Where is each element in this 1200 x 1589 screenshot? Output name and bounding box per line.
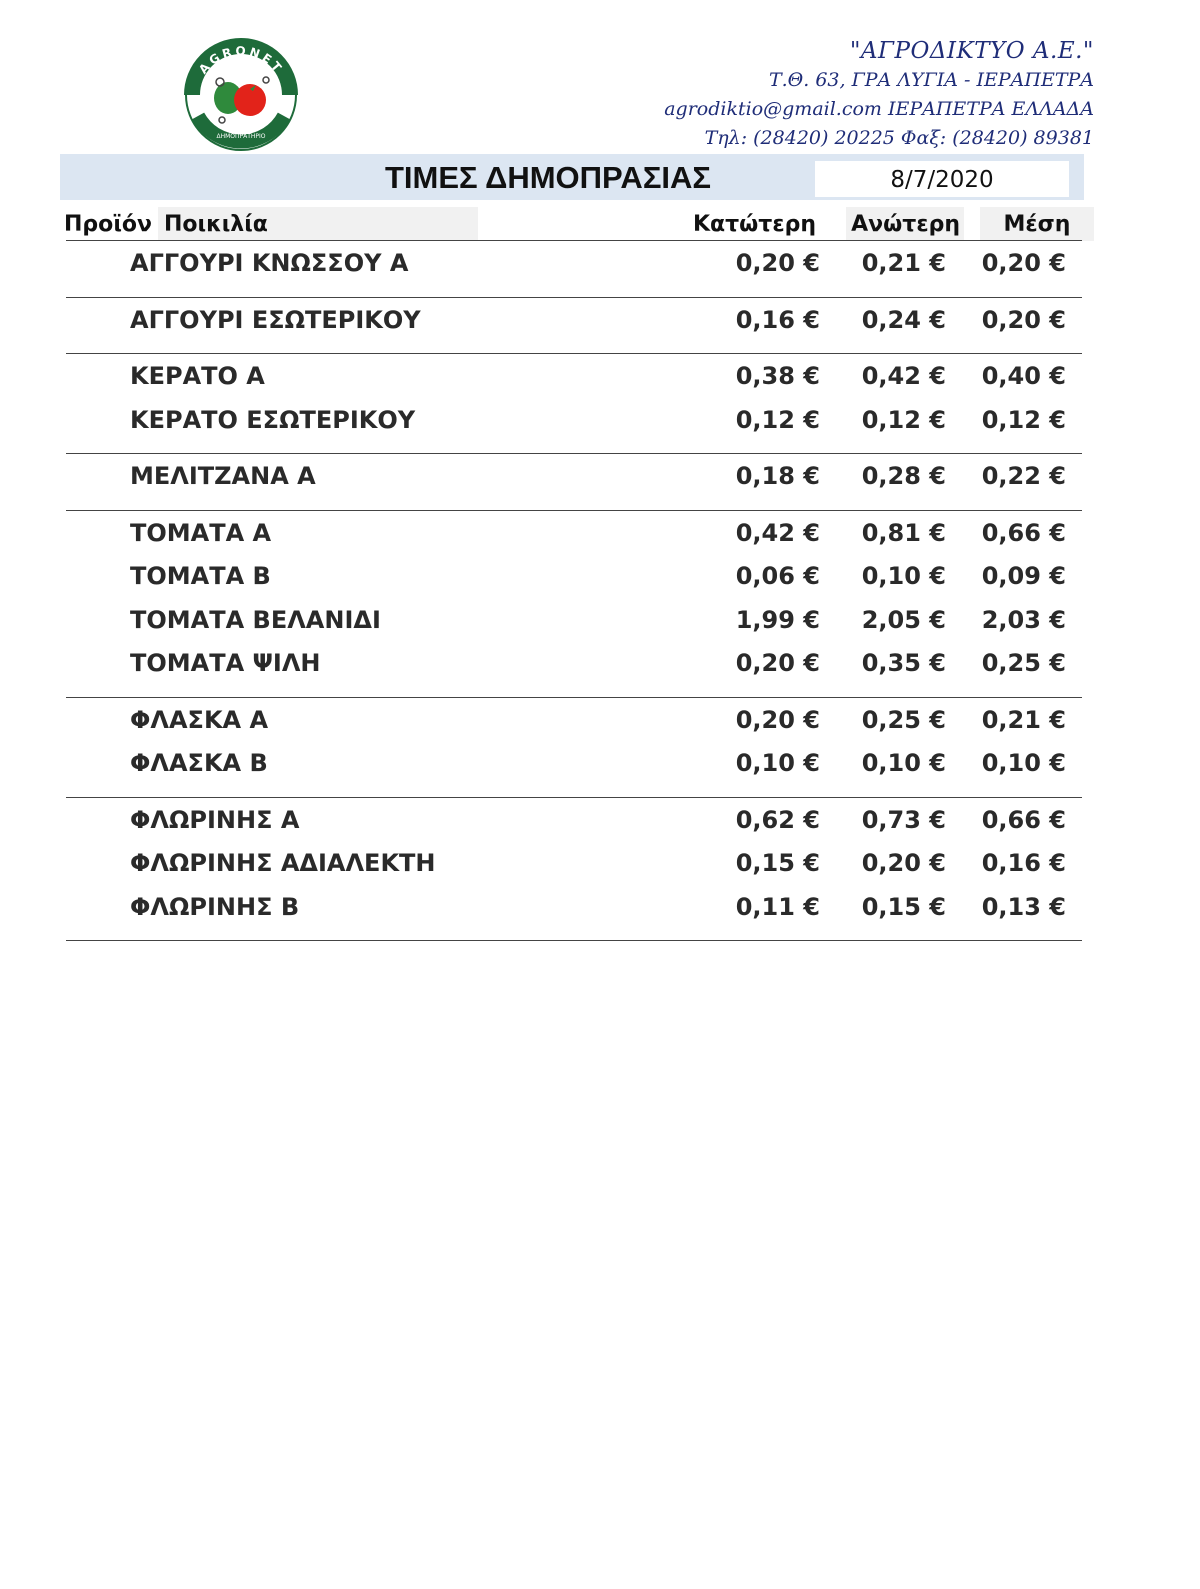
avg-price: 0,09 €	[981, 562, 1066, 590]
table-row	[66, 515, 1082, 559]
agronet-logo	[184, 38, 298, 152]
max-price: 0,21 €	[861, 249, 946, 277]
table-row	[66, 702, 1082, 746]
avg-price: 0,13 €	[981, 892, 1066, 921]
variety-name: ΦΛΑΣΚΑ Α	[130, 705, 269, 734]
min-price: 0,18 €	[735, 462, 820, 490]
table-row	[66, 402, 1082, 446]
min-price: 0,20 €	[735, 705, 820, 734]
max-price: 0,81 €	[861, 518, 946, 547]
min-price: 0,20 €	[735, 249, 820, 277]
min-price: 0,42 €	[735, 518, 820, 547]
min-price: 0,16 €	[735, 305, 820, 334]
table-row	[66, 458, 1082, 502]
avg-price: 0,16 €	[981, 849, 1066, 877]
table-row	[66, 889, 1082, 933]
company-address: Τ.Θ. 63, ΓΡΑ ΛΥΓΙΑ - ΙΕΡΑΠΕΤΡΑ	[768, 69, 1094, 91]
min-price: 0,62 €	[735, 805, 820, 834]
max-price: 0,10 €	[861, 562, 946, 590]
company-name: "ΑΓΡΟΔΙΚΤΥΟ Α.Ε."	[849, 38, 1094, 64]
page-title: ΤΙΜΕΣ ΔΗΜΟΠΡΑΣΙΑΣ	[384, 160, 712, 195]
company-email: agrodiktio@gmail.com ΙΕΡΑΠΕΤΡΑ ΕΛΛΑΔΑ	[664, 98, 1094, 120]
avg-price: 0,25 €	[981, 649, 1066, 677]
table-row	[66, 302, 1082, 346]
table-row	[66, 802, 1082, 846]
max-price: 0,35 €	[861, 649, 946, 677]
header-avg: Μέση	[980, 207, 1094, 241]
variety-name: ΑΓΓΟΥΡΙ ΚΝΩΣΣΟΥ Α	[130, 249, 409, 277]
price-table	[66, 240, 1082, 941]
variety-name: ΦΛΩΡΙΝΗΣ ΑΔΙΑΛΕΚΤΗ	[130, 849, 436, 877]
max-price: 2,05 €	[861, 605, 946, 634]
avg-price: 2,03 €	[981, 605, 1066, 634]
min-price: 1,99 €	[735, 605, 820, 634]
product-group	[66, 353, 1082, 453]
table-row	[66, 645, 1082, 689]
variety-name: ΤΟΜΑΤΑ Β	[130, 562, 271, 590]
product-group	[66, 297, 1082, 354]
logo-subtext: ΔΗΜΟΠΡΑΤΗΡΙΟ	[216, 133, 266, 140]
company-info	[664, 36, 1094, 153]
max-price: 0,15 €	[861, 892, 946, 921]
variety-name: ΜΕΛΙΤΖΑΝΑ Α	[130, 462, 316, 490]
variety-name: ΤΟΜΑΤΑ ΒΕΛΑΝΙΔΙ	[130, 605, 381, 634]
table-row	[66, 358, 1082, 402]
table-row	[66, 602, 1082, 646]
table-row	[66, 745, 1082, 789]
table-row	[66, 245, 1082, 289]
variety-name: ΑΓΓΟΥΡΙ ΕΣΩΤΕΡΙΚΟΥ	[130, 305, 421, 334]
max-price: 0,24 €	[861, 305, 946, 334]
company-phones: Τηλ: (28420) 20225 Φαξ: (28420) 89381	[704, 127, 1094, 149]
avg-price: 0,12 €	[981, 405, 1066, 434]
table-row	[66, 558, 1082, 602]
product-group	[66, 797, 1082, 942]
header-variety: Ποικιλία	[158, 207, 478, 241]
product-group	[66, 453, 1082, 510]
variety-name: ΚΕΡΑΤΟ ΕΣΩΤΕΡΙΚΟΥ	[130, 405, 416, 434]
variety-name: ΦΛΑΣΚΑ Β	[130, 749, 268, 777]
min-price: 0,11 €	[735, 892, 820, 921]
variety-name: ΦΛΩΡΙΝΗΣ Α	[130, 805, 300, 834]
header-product: Προϊόν	[64, 212, 152, 237]
table-row	[66, 845, 1082, 889]
auction-date: 8/7/2020	[815, 161, 1069, 197]
max-price: 0,25 €	[861, 705, 946, 734]
min-price: 0,38 €	[735, 362, 820, 390]
avg-price: 0,20 €	[981, 249, 1066, 277]
min-price: 0,10 €	[735, 749, 820, 777]
header-max: Ανώτερη	[846, 207, 964, 241]
min-price: 0,15 €	[735, 849, 820, 877]
max-price: 0,20 €	[861, 849, 946, 877]
header-min: Κατώτερη	[692, 212, 816, 237]
product-group	[66, 510, 1082, 697]
min-price: 0,06 €	[735, 562, 820, 590]
avg-price: 0,10 €	[981, 749, 1066, 777]
avg-price: 0,66 €	[981, 805, 1066, 834]
avg-price: 0,22 €	[981, 462, 1066, 490]
min-price: 0,12 €	[735, 405, 820, 434]
avg-price: 0,40 €	[981, 362, 1066, 390]
max-price: 0,10 €	[861, 749, 946, 777]
variety-name: ΚΕΡΑΤΟ Α	[130, 362, 265, 390]
logo-text: AGRONET	[196, 43, 286, 77]
product-group	[66, 240, 1082, 297]
avg-price: 0,21 €	[981, 705, 1066, 734]
max-price: 0,28 €	[861, 462, 946, 490]
variety-name: ΤΟΜΑΤΑ ΨΙΛΗ	[130, 649, 321, 677]
product-group	[66, 697, 1082, 797]
max-price: 0,42 €	[861, 362, 946, 390]
max-price: 0,12 €	[861, 405, 946, 434]
max-price: 0,73 €	[861, 805, 946, 834]
variety-name: ΦΛΩΡΙΝΗΣ Β	[130, 892, 300, 921]
min-price: 0,20 €	[735, 649, 820, 677]
avg-price: 0,20 €	[981, 305, 1066, 334]
variety-name: ΤΟΜΑΤΑ Α	[130, 518, 272, 547]
avg-price: 0,66 €	[981, 518, 1066, 547]
